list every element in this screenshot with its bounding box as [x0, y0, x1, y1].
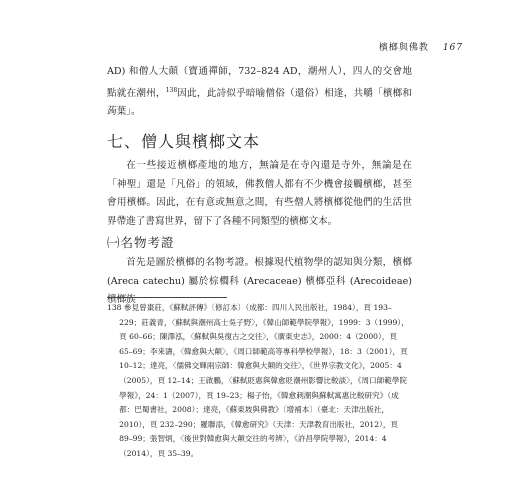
running-head-title: 檳榔與佛教	[378, 43, 429, 53]
body-paragraph-2	[107, 157, 412, 231]
paragraph-3-text: 首先是圖於檳榔的名物考證。根據現代植物學的認知與分類，檳榔 (Areca catechu) 屬於棕櫚科 (Arecaceae) 檳榔亞科 (Arecoideae) 檳榔族	[107, 257, 412, 305]
footnote-divider	[107, 297, 227, 298]
running-head	[379, 40, 463, 53]
footnote-138: 138 參見曾棗莊，《蘇軾評傳》〔修訂本〕（成都：四川人民出版社，1984），頁 193–229；莊義青，〈蘇軾與潮州高士吳子野〉，《韓山師範學院學報》，1999：3（1999），頁 60–66；陳澤泓，〈蘇軾與吳復古之交往〉，《廣東史志》，2000：4（2000），頁 65–69；李來濤，〈韓愈與大顛〉，《周口師範高等專科學校學報》，18：3（2001），頁 10–12；達亮，〈儒佛交輝兩宗師：韓愈與大顛的交往〉，《世界宗教文化》，2005：4（2005），頁 12–14；王啟鵬，〈蘇軾貶惠與韓愈貶潮州影響比較談〉，《周口師範學院學報》，24：1（2007），頁 19–23；楊子怡，《韓愈刺潮與蘇軾寓惠比較研究》（成都：巴蜀書社，2008）；達亮，《蘇東坡與佛教》〔增補本〕（臺北：天津出版社，2010），頁 232–290；羅聯添，《韓愈研究》（天津：天津教育出版社，2012），頁 89–99；張智炳，〈後世對韓愈與大顛交往的考辨〉，《許昌學院學報》，2014：4（2014），頁 35–39。	[107, 303, 409, 458]
subsection-heading: ㈠名物考證	[107, 235, 175, 250]
footnote-block	[107, 301, 412, 462]
page-number: 167	[442, 43, 463, 53]
section-heading: 七、僧人與檳榔文本	[107, 132, 261, 151]
footnote-ref-138: 138	[165, 86, 178, 94]
paragraph-2-text: 在一些接近檳榔產地的地方，無論是在寺內還是寺外，無論是在「神聖」還是「凡俗」的領域，佛教僧人都有不少機會接觸檳榔，甚至會用檳榔。因此，在有意或無意之間，有些僧人將檳榔從他們的生活世界帶進了書寫世界，留下了各種不同類型的檳榔文本。	[107, 160, 412, 227]
paragraph-1-text-b: 因此，此詩似乎暗喻僧俗（還俗）相逢，共嚼「檳榔和蒟葉」。	[107, 87, 413, 117]
paragraph-1-text-a: AD) 和僧人大顛（寶通禪師，732–824 AD，潮州人），四人的交會地點就在潮州，	[107, 66, 412, 99]
body-paragraph-1	[107, 63, 412, 122]
